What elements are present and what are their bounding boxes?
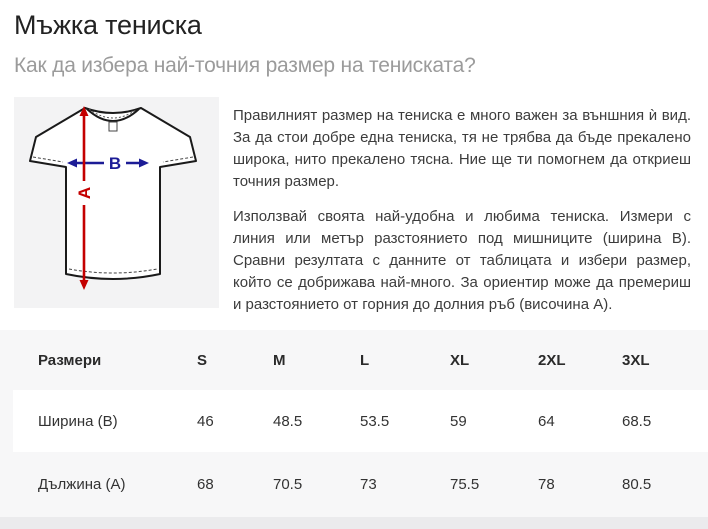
size-diagram [14,97,219,308]
table-row-length [0,452,708,517]
header-cell-sizes: Размери [38,351,102,369]
header-cell-3xl: 3XL [622,351,650,369]
row-label: Дължина (A) [38,476,126,493]
tshirt-measurement-illustration [14,97,219,308]
width-label: B [108,154,122,173]
tshirt-outline [30,108,196,279]
value-cell: 53.5 [360,412,390,430]
value-cell: 46 [197,412,214,430]
value-cell: 68.5 [622,412,652,430]
page-subtitle: Как да избера най-точния размер на тениската? [14,54,476,77]
header-cell-m: M [273,351,286,369]
intro-paragraph-2: Използвай своята най-удобна и любима тениска. Измери с линия или метър разстоянието под мишниците (ширина B). Сравни резултата с данните от таблицата и избери размер, който се добрижава най-много. За ориентир може да премериш и разстоянието от горния до долния ръб (височина A). [233,208,691,313]
row-label: Ширина (B) [38,412,118,430]
header-cell-s: S [197,351,208,369]
value-cell: 73 [360,476,377,493]
value-cell: 75.5 [450,476,480,493]
length-arrow-head-bottom [80,280,89,290]
header-cell-l: L [360,351,370,369]
bottom-divider-strip [0,517,708,529]
value-cell: 70.5 [273,476,303,493]
size-table-header-row [0,330,708,390]
header-cell-xl: XL [450,351,470,369]
page-title: Мъжка тениска [14,10,202,40]
intro-text [233,99,691,329]
value-cell: 64 [538,412,555,430]
value-cell: 59 [450,412,467,430]
table-row-width [13,390,708,452]
length-label: A [75,186,94,200]
value-cell: 48.5 [273,412,303,430]
neck-tag [109,122,117,131]
size-table [0,330,708,529]
value-cell: 80.5 [622,476,652,493]
header-cell-2xl: 2XL [538,351,566,369]
value-cell: 78 [538,476,555,493]
intro-paragraph-1: Правилният размер на тениска е много важен за външния ѝ вид. За да стои добре една тениска, тя не трябва да бъде прекалено широка, нито прекалено тясна. Ние ще ти помогнем да откриеш точния размер. [233,107,691,190]
value-cell: 68 [197,476,214,493]
